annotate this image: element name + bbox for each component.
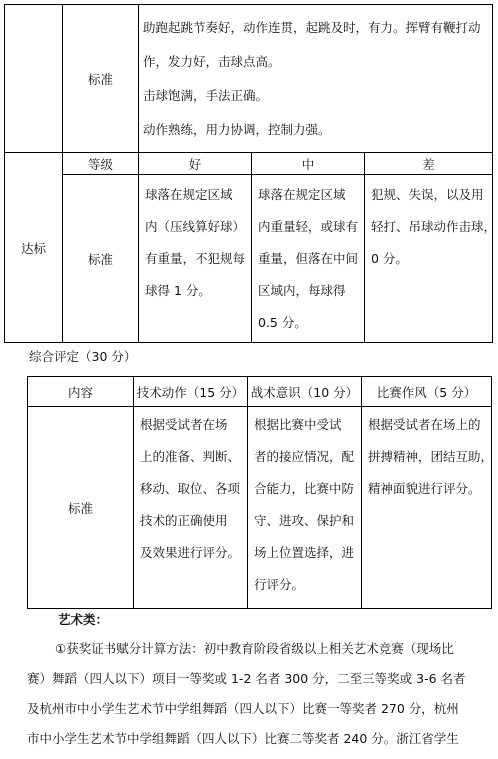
header-tech: 技术动作（15 分） [134,377,248,407]
grade-bad-cell [365,175,497,343]
tech-cell [134,407,248,609]
tactic-cell [248,407,362,609]
para-line: 及杭州市中小学生艺术节中学组舞蹈（四人以下）比赛一等奖者 270 分，杭州 [27,701,459,716]
comprehensive-caption: 综合评定（30 分） [29,349,137,364]
grade-bad-line: 轻打、吊球动作击球， [371,219,497,234]
tech-line: 移动、取位、各项 [140,481,241,496]
tech-line: 根据受试者在场 [140,417,228,432]
tactic-line: 合能力，比赛中防 [254,481,355,496]
style-cell [362,407,492,609]
para-line: ①获奖证书赋分计算方法：初中教育阶段省级以上相关艺术竞赛（现场比 [55,641,454,656]
grade-good-line: 球得 1 分。 [145,283,211,298]
standard-line: 助跑起跳节奏好，动作连贯，起跳及时，有力。挥臂有鞭打动 [143,20,481,35]
table2-standard-label: 标准 [28,407,134,609]
style-line: 根据受试者在场上的 [368,417,481,432]
grade-bad-line: 0 分。 [371,251,408,266]
dabiao-standard-label: 标准 [63,175,139,343]
grade-good-header: 好 [139,153,252,175]
grade-good-line: 球落在规定区域 [145,187,233,202]
header-tactic: 战术意识（10 分） [248,377,362,407]
tech-line: 技术的正确使用 [140,513,228,528]
grade-mid-line: 球落在规定区域 [258,187,346,202]
standard-description [139,5,493,153]
para-line: 市中小学生艺术节中学组舞蹈（四人以下）比赛二等奖者 240 分。浙江省学生 [27,731,459,746]
standard-label: 标准 [63,5,139,153]
grade-mid-line: 区域内，每球得 [258,283,346,298]
tactic-line: 者的接应情况，配 [254,449,355,464]
standard-line: 动作熟练，用力协调，控制力强。 [143,122,331,137]
grade-mid-header: 中 [252,153,365,175]
grade-header: 等级 [63,153,139,175]
comprehensive-table [27,376,492,609]
tactic-line: 场上位置选择，进 [254,545,355,560]
tech-line: 上的准备、判断、 [140,449,241,464]
grade-good-cell [139,175,252,343]
grade-good-line: 内（压线算好球） [145,219,246,234]
tactic-line: 守、进攻、保护和 [254,513,355,528]
header-style: 比赛作风（5 分） [362,377,492,407]
art-section-heading: 艺术类： [58,612,109,627]
grade-good-line: 有重量，不犯规每 [145,251,246,266]
para-line: 赛）舞蹈（四人以下）项目一等奖或 1-2 名者 300 分，二至三等奖或 3-6 名者 [27,671,466,686]
grade-bad-line: 犯规、失误，以及用 [371,187,484,202]
header-content: 内容 [28,377,134,407]
dabiao-label: 达标 [5,153,63,343]
tech-line: 及效果进行评分。 [140,545,241,560]
grade-mid-line: 内重量轻，或球有 [258,219,359,234]
standard-line: 击球饱满，手法正确。 [143,88,269,103]
standard-line: 作，发力好，击球点高。 [143,54,281,69]
style-line: 拼搏精神，团结互助， [368,449,494,464]
tactic-line: 行评分。 [254,577,305,592]
grade-mid-line: 0.5 分。 [258,315,307,330]
grade-mid-line: 重量，但落在中间 [258,251,359,266]
volleyball-standard-table [4,4,497,343]
grade-bad-header: 差 [365,153,493,175]
blank-cell [5,5,63,153]
grade-mid-cell [252,175,365,343]
art-paragraph [27,634,495,754]
style-line: 精神面貌进行评分。 [368,481,481,496]
tactic-line: 根据比赛中受试 [254,417,342,432]
